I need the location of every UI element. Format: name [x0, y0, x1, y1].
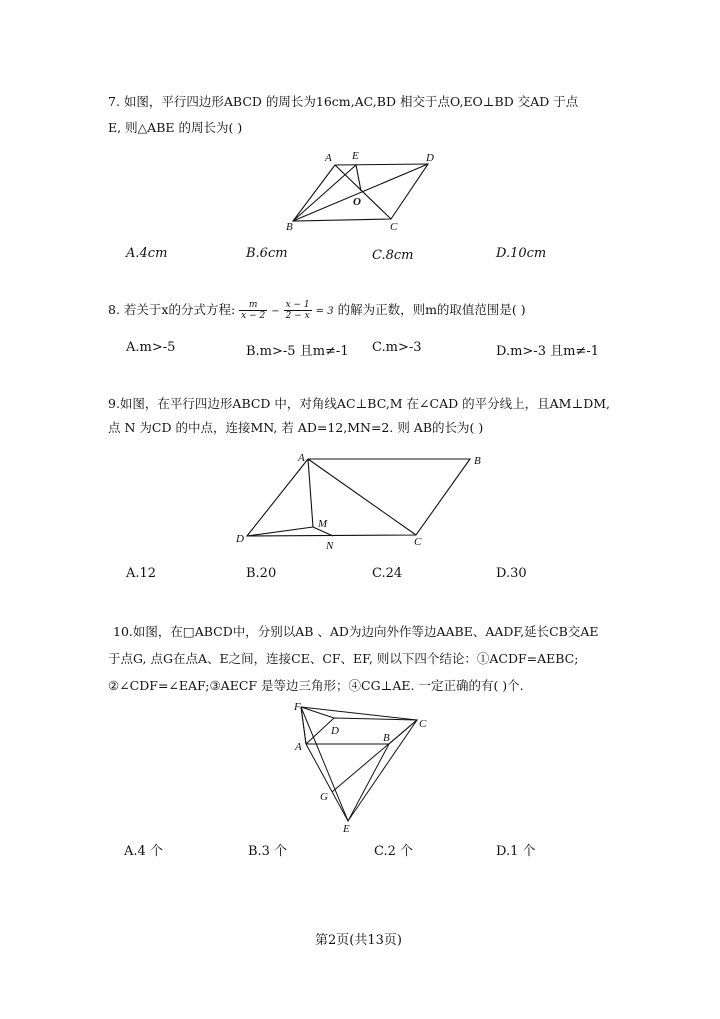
q7-option-d[interactable]: D.10cm [496, 246, 547, 261]
q8-minus-sign: − [271, 306, 280, 317]
q9-segment-am [308, 459, 313, 527]
q9-option-a[interactable]: A.12 [126, 566, 157, 581]
q10-geometry-figure [288, 700, 438, 836]
q10-label-f: F [294, 701, 301, 713]
q9-label-a: A [298, 452, 305, 464]
q7-label-b: B [286, 221, 293, 233]
q10-label-b: B [383, 732, 390, 744]
q10-label-a: A [295, 741, 302, 753]
q8-option-a[interactable]: A.m>-5 [126, 340, 176, 355]
q9-option-b[interactable]: B.20 [246, 566, 277, 581]
page-number-footer: 第2页(共13页) [315, 933, 402, 948]
q8-stem [108, 300, 526, 321]
q9-label-c: C [414, 536, 422, 548]
q9-option-c[interactable]: C.24 [372, 566, 403, 581]
q10-label-d: D [331, 725, 339, 737]
q7-diagonal-bd [293, 164, 428, 221]
q8-option-d[interactable]: D.m>-3 且m≠-1 [496, 344, 599, 359]
q8-fraction-2 [284, 300, 312, 321]
q10-parallelogram-abcd [306, 718, 417, 744]
q9-line1: 9.如图，在平行四边形ABCD 中，对角线AC⊥BC,M 在∠CAD 的平分线上，且AM⊥DM, [108, 396, 610, 411]
q8-fraction-1-denominator: x − 2 [241, 311, 266, 321]
q7-label-d: D [426, 152, 434, 164]
q10-label-e: E [343, 823, 350, 835]
q9-label-m: M [318, 518, 328, 530]
q8-fraction-1 [239, 300, 267, 321]
q7-label-a: A [325, 152, 332, 164]
q8-option-c[interactable]: C.m>-3 [372, 340, 422, 355]
q8-suffix: 的解为正数，则m的取值范围是( ) [337, 302, 526, 317]
q7-option-b[interactable]: B.6cm [246, 246, 288, 261]
q7-option-c[interactable]: C.8cm [372, 248, 414, 263]
q10-option-b[interactable]: B.3 个 [248, 844, 288, 859]
q10-line3: ②∠CDF=∠EAF;③AECF 是等边三角形；④CG⊥AE. 一定正确的有( )个. [108, 678, 524, 693]
q8-option-b[interactable]: B.m>-5 且m≠-1 [246, 344, 349, 359]
q10-option-c[interactable]: C.2 个 [374, 844, 414, 859]
q8-equals-three: = 3 [315, 306, 334, 317]
q7-line1: 7. 如图，平行四边形ABCD 的周长为16cm,AC,BD 相交于点O,EO⊥BD 交AD 于点 [108, 94, 579, 109]
q9-label-n: N [326, 540, 334, 552]
q7-label-e: E [352, 150, 359, 162]
q8-prefix: 8. 若关于x的分式方程: [108, 302, 236, 317]
q9-parallelogram-figure [232, 450, 492, 552]
q10-line2: 于点G, 点G在点A、E之间，连接CE、CF、EF, 则以下四个结论：①ACDF=AEBC; [108, 651, 579, 666]
q8-fraction-1-numerator: m [239, 300, 267, 311]
q9-segment-dm [247, 527, 313, 536]
q10-label-g: G [320, 791, 328, 803]
q7-line2: E, 则△ABE 的周长为( ) [108, 120, 243, 135]
q10-label-c: C [419, 718, 427, 730]
q7-label-c: C [390, 221, 398, 233]
q10-line1: 10.如图，在□ABCD中，分别以AB 、AD为边向外作等边AABE、AADF,延长CB交AE [113, 624, 599, 639]
q10-option-a[interactable]: A.4 个 [124, 844, 163, 859]
q7-label-o: O [353, 196, 361, 208]
q9-line2: 点 N 为CD 的中点，连接MN, 若 AD=12,MN=2. 则 AB的长为( ) [108, 420, 484, 435]
q10-triangle-adf [301, 707, 334, 744]
q9-label-d: D [236, 533, 244, 545]
q9-option-d[interactable]: D.30 [496, 566, 527, 581]
q9-label-b: B [474, 455, 481, 467]
q7-parallelogram-figure [280, 148, 450, 236]
q10-option-d[interactable]: D.1 个 [496, 844, 536, 859]
q10-line-cg [332, 720, 417, 792]
q9-parallelogram-abcd [247, 459, 470, 536]
q8-fraction-2-denominator: 2 − x [285, 311, 310, 321]
q10-triangle-cef [301, 707, 417, 821]
q7-option-a[interactable]: A.4cm [126, 246, 168, 261]
q8-fraction-2-numerator: x − 1 [285, 300, 310, 310]
q10-triangle-abe [306, 744, 389, 821]
q7-segment-be [293, 165, 356, 221]
